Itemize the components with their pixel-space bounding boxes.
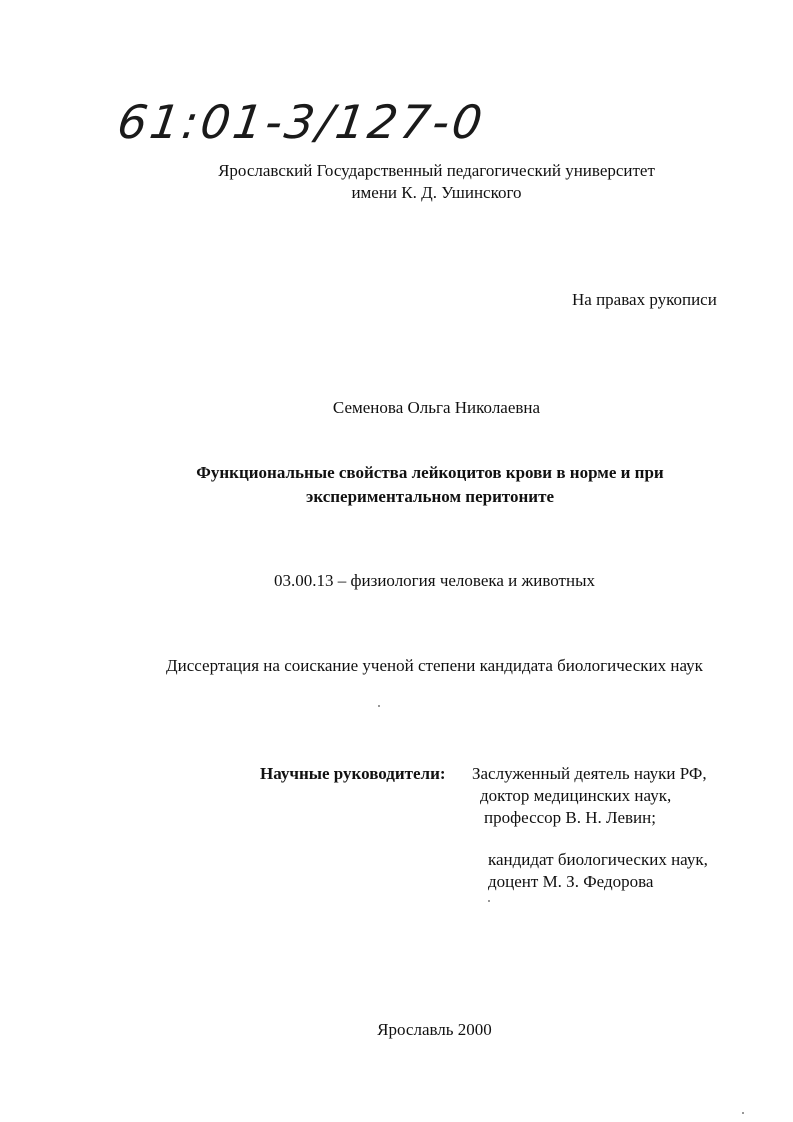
institution-line-1: Ярославский Государственный педагогический университет — [218, 161, 655, 180]
scan-speck — [742, 1112, 744, 1114]
specialty-code: 03.00.13 – физиология человека и животных — [274, 571, 595, 590]
supervisor-2-line-2: доцент М. З. Федорова — [488, 872, 654, 891]
institution-line-2: имени К. Д. Ушинского — [351, 183, 522, 202]
handwritten-catalog-number: 61:01-3/127-0 — [114, 95, 489, 149]
dissertation-degree: Диссертация на соискание ученой степени кандидата биологических наук — [166, 656, 703, 675]
supervisor-1-line-3: профессор В. Н. Левин; — [484, 808, 656, 827]
scan-speck — [488, 900, 490, 902]
supervisor-1-line-2: доктор медицинских наук, — [480, 786, 672, 805]
supervisor-2-line-1: кандидат биологических наук, — [488, 850, 708, 869]
dissertation-title — [160, 461, 700, 509]
manuscript-note: На правах рукописи — [572, 290, 717, 309]
title-line-2: экспериментальном перитоните — [305, 487, 554, 506]
title-line-1: Функциональные свойства лейкоцитов крови в норме и при — [196, 463, 664, 482]
author-name: Семенова Ольга Николаевна — [332, 398, 541, 417]
scan-speck — [378, 705, 380, 707]
supervisors-label: Научные руководители: — [260, 764, 446, 783]
city-year: Ярославль 2000 — [377, 1020, 492, 1039]
supervisor-1-line-1: Заслуженный деятель науки РФ, — [472, 764, 707, 783]
